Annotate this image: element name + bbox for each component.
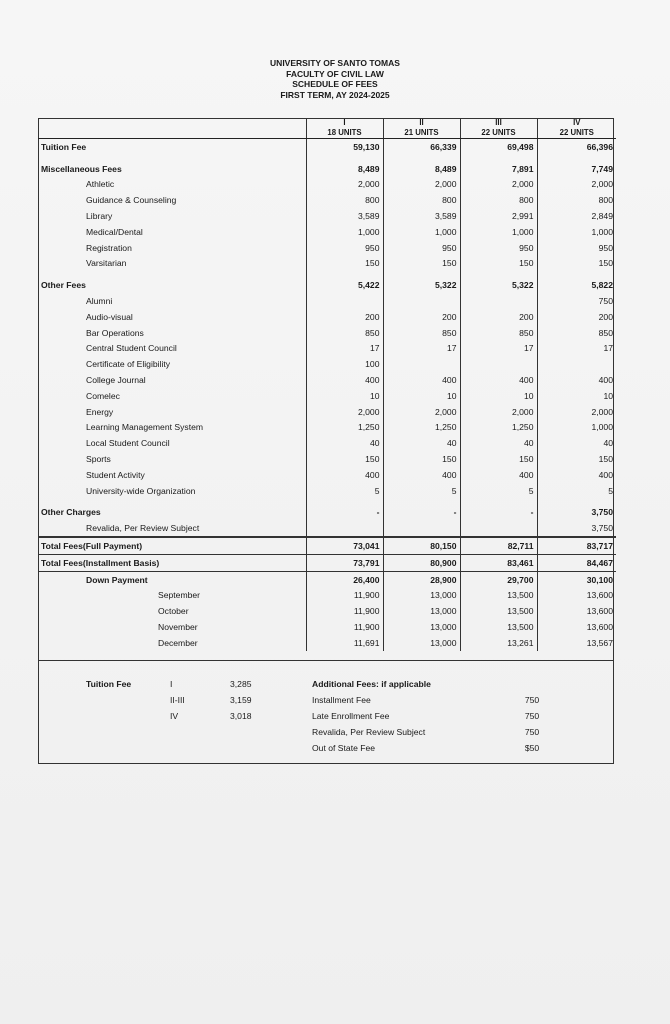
misc-item-row — [38, 224, 616, 240]
other-fee-item-row-label: Local Student Council — [86, 438, 170, 449]
installment-month-row — [38, 635, 616, 651]
installment-month-row-label: October — [158, 606, 189, 617]
installment-month-row-value: 13,567 — [537, 635, 616, 651]
other-fee-item-row-value: 850 — [537, 325, 616, 341]
rate-value: 3,159 — [230, 695, 252, 705]
other-fee-item-row-value — [306, 293, 383, 309]
other-fee-item-row-value: 400 — [383, 467, 460, 483]
other-fee-item-row-value: 400 — [460, 372, 537, 388]
installment-month-row-label: November — [158, 622, 198, 632]
installment-month-row-label: September — [158, 590, 201, 601]
other-charges-row-value: - — [306, 499, 383, 521]
other-fee-item-row-value: 400 — [306, 467, 383, 483]
other-fees-row — [38, 271, 616, 293]
year-level: II-III — [170, 695, 185, 705]
other-fee-item-row-value: 17 — [537, 341, 616, 357]
misc-item-row-value: 800 — [383, 192, 460, 208]
installment-month-row-value: 13,500 — [460, 619, 537, 635]
other-fee-item-row-value: 150 — [383, 451, 460, 467]
total-installment-row-value: 84,467 — [537, 554, 616, 571]
other-fee-item-row-value — [460, 356, 537, 372]
installment-month-row-value: 11,691 — [306, 635, 383, 651]
other-charges-row-value: - — [383, 499, 460, 521]
other-fee-item-row-value: 150 — [537, 451, 616, 467]
other-fee-item-row-value: 5 — [383, 483, 460, 499]
other-charge-item-row-value — [383, 520, 460, 537]
additional-fee-row — [312, 727, 552, 743]
installment-month-row-value: 13,261 — [460, 635, 537, 651]
additional-fee-value: 750 — [524, 727, 540, 737]
column-header-year-2 — [383, 118, 460, 139]
misc-item-row-value: 1,000 — [460, 224, 537, 240]
additional-fee-label: Revalida, Per Review Subject — [312, 727, 426, 737]
installment-month-row-value: 13,600 — [537, 619, 616, 635]
units-label: 22 UNITS — [559, 128, 594, 137]
additional-fee-row — [312, 695, 552, 711]
misc-item-row — [38, 240, 616, 256]
misc-item-row-value: 150 — [306, 256, 383, 272]
other-fee-item-row-value: 5 — [537, 483, 616, 499]
misc-item-row-value: 2,000 — [460, 177, 537, 193]
other-fee-item-row-value: 10 — [537, 388, 616, 404]
additional-fee-label: Out of State Fee — [312, 743, 376, 753]
other-fee-item-row-value: 200 — [383, 309, 460, 325]
units-label: 18 UNITS — [327, 128, 362, 137]
tuition-rate-label: Tuition Fee — [86, 679, 132, 689]
other-fee-item-row-label: Comelec — [86, 390, 120, 401]
installment-month-row — [38, 619, 616, 635]
down-payment-row-label: Down Payment — [38, 571, 306, 587]
rates-section — [38, 660, 614, 765]
misc-item-row-value: 950 — [383, 240, 460, 256]
other-fee-item-row-value: 40 — [383, 435, 460, 451]
other-fee-item-row-value: 17 — [383, 341, 460, 357]
other-fee-item-row-label: Audio-visual — [86, 311, 133, 322]
other-charges-row — [38, 499, 616, 521]
other-fee-item-row-value: 40 — [460, 435, 537, 451]
column-header-row — [38, 118, 616, 139]
other-fee-item-row-value: 1,250 — [306, 420, 383, 436]
other-fee-item-row — [38, 404, 616, 420]
tuition-row — [38, 139, 616, 155]
installment-month-row-label: December — [158, 637, 198, 648]
misc-item-row-label: Guidance & Counseling — [86, 195, 177, 206]
other-fee-item-row-value: 750 — [537, 293, 616, 309]
total-full-row-value: 83,717 — [537, 537, 616, 554]
tuition-row-value: 59,130 — [306, 139, 383, 155]
misc-item-row-value: 1,000 — [383, 224, 460, 240]
misc-item-row-label: Medical/Dental — [86, 226, 143, 237]
total-installment-row-value: 73,791 — [306, 554, 383, 571]
installment-month-row-value: 13,000 — [383, 588, 460, 604]
tuition-row-value: 69,498 — [460, 139, 537, 155]
other-fee-item-row-label: Student Activity — [86, 469, 145, 480]
other-fee-item-row-value: 5 — [460, 483, 537, 499]
other-fee-item-row-label: Bar Operations — [86, 327, 144, 338]
other-charges-row-value: 3,750 — [537, 499, 616, 521]
faculty-name: FACULTY OF CIVIL LAW — [286, 68, 384, 79]
other-charge-item-row-value — [460, 520, 537, 537]
installment-month-row-value: 13,600 — [537, 588, 616, 604]
installment-month-row-value: 13,000 — [383, 635, 460, 651]
other-fee-item-row — [38, 467, 616, 483]
additional-fee-value: 750 — [524, 711, 540, 721]
installment-month-row-value: 13,500 — [460, 603, 537, 619]
other-fee-item-row — [38, 293, 616, 309]
other-fee-item-row — [38, 372, 616, 388]
tuition-rate-row — [86, 695, 290, 711]
additional-fee-label: Late Enrollment Fee — [312, 711, 390, 721]
other-fee-item-row — [38, 341, 616, 357]
installment-month-row-value: 13,000 — [383, 603, 460, 619]
other-fee-item-row-value: 400 — [537, 467, 616, 483]
total-installment-row-label: Total Fees(Installment Basis) — [38, 554, 306, 571]
other-fee-item-row-value: 17 — [306, 341, 383, 357]
misc-item-row-value: 2,000 — [537, 177, 616, 193]
total-installment-row-value: 83,461 — [460, 554, 537, 571]
other-charge-item-row-value — [306, 520, 383, 537]
fee-table — [38, 118, 616, 651]
other-fee-item-row-value — [383, 293, 460, 309]
misc-item-row-value: 2,000 — [306, 177, 383, 193]
additional-fee-row — [312, 743, 552, 759]
misc-item-row-value: 800 — [460, 192, 537, 208]
additional-fees-block — [312, 679, 552, 759]
installment-month-row-value: 11,900 — [306, 619, 383, 635]
total-full-row-label: Total Fees(Full Payment) — [38, 537, 306, 554]
rate-value: 3,018 — [230, 711, 252, 721]
other-fee-item-row-value: 200 — [537, 309, 616, 325]
misc-item-row-value: 1,000 — [537, 224, 616, 240]
misc-item-row-value: 800 — [306, 192, 383, 208]
installment-month-row — [38, 588, 616, 604]
other-fee-item-row-value: 400 — [460, 467, 537, 483]
column-header-blank — [38, 118, 306, 139]
misc-item-row — [38, 208, 616, 224]
total-installment-row-value: 80,900 — [383, 554, 460, 571]
additional-fee-value: 750 — [524, 695, 540, 705]
year-roman: I — [343, 118, 346, 127]
misc-fees-row-value: 7,749 — [537, 155, 616, 177]
installment-month-row-value: 11,900 — [306, 588, 383, 604]
misc-item-row-value: 3,589 — [306, 208, 383, 224]
other-fee-item-row-value: 850 — [460, 325, 537, 341]
other-charges-row-label: Other Charges — [41, 507, 101, 518]
tuition-rate-row — [86, 679, 290, 695]
total-installment-row — [38, 554, 616, 571]
misc-item-row-value: 1,000 — [306, 224, 383, 240]
misc-item-row — [38, 177, 616, 193]
misc-fees-row-label: Miscellaneous Fees — [41, 163, 122, 174]
other-fee-item-row-value: 150 — [460, 451, 537, 467]
document-title: SCHEDULE OF FEES — [292, 79, 378, 89]
additional-fees-title: Additional Fees: if applicable — [312, 679, 431, 689]
year-level: IV — [170, 711, 179, 721]
misc-item-row-value: 2,849 — [537, 208, 616, 224]
other-fee-item-row-label: Central Student Council — [86, 343, 177, 354]
column-header-year-3 — [460, 118, 537, 139]
misc-item-row-value: 2,991 — [460, 208, 537, 224]
down-payment-row-value: 26,400 — [306, 571, 383, 587]
additional-fee-label: Installment Fee — [312, 695, 371, 705]
other-fee-item-row-value: 400 — [537, 372, 616, 388]
other-fee-item-row-value — [383, 356, 460, 372]
other-charge-item-row — [38, 520, 616, 537]
term-label: FIRST TERM, AY 2024-2025 — [280, 89, 390, 100]
other-fee-item-row — [38, 388, 616, 404]
other-charge-item-row-label: Revalida, Per Review Subject — [86, 523, 200, 534]
other-fees-row-value: 5,422 — [306, 271, 383, 293]
misc-item-row-value: 150 — [383, 256, 460, 272]
other-fee-item-row-label: University-wide Organization — [86, 485, 196, 496]
other-fee-item-row-value: 10 — [460, 388, 537, 404]
year-roman: III — [495, 118, 502, 127]
other-fee-item-row-value: 400 — [306, 372, 383, 388]
other-fee-item-row-value — [537, 356, 616, 372]
other-fees-row-value: 5,322 — [460, 271, 537, 293]
other-fee-item-row-value: 40 — [306, 435, 383, 451]
other-fee-item-row — [38, 325, 616, 341]
misc-item-row-value: 150 — [537, 256, 616, 272]
other-fee-item-row-value: 40 — [537, 435, 616, 451]
misc-item-row-label: Library — [86, 211, 113, 222]
other-fee-item-row-value: 200 — [306, 309, 383, 325]
total-full-row-value: 82,711 — [460, 537, 537, 554]
other-fee-item-row-label: Certificate of Eligibility — [86, 359, 171, 370]
total-full-row-value: 80,150 — [383, 537, 460, 554]
additional-fee-row — [312, 711, 552, 727]
document-header — [0, 58, 670, 100]
other-charges-row-value: - — [460, 499, 537, 521]
year-roman: IV — [573, 118, 581, 127]
other-fee-item-row-label: Alumni — [86, 296, 113, 307]
other-fee-item-row-value: 150 — [306, 451, 383, 467]
tuition-rate-row — [86, 711, 290, 727]
misc-item-row-label: Registration — [86, 242, 132, 253]
other-fee-item-row-value: 2,000 — [537, 404, 616, 420]
rate-value: 3,285 — [230, 679, 252, 689]
year-roman: II — [419, 118, 424, 127]
misc-item-row-label: Athletic — [86, 179, 115, 190]
misc-item-row — [38, 256, 616, 272]
other-fee-item-row-value — [460, 293, 537, 309]
installment-month-row — [38, 603, 616, 619]
other-fees-row-value: 5,322 — [383, 271, 460, 293]
other-fee-item-row-value: 1,250 — [460, 420, 537, 436]
other-fee-item-row-value: 5 — [306, 483, 383, 499]
misc-item-row-label: Varsitarian — [86, 258, 127, 269]
tuition-row-value: 66,396 — [537, 139, 616, 155]
misc-fees-row-value: 8,489 — [306, 155, 383, 177]
other-fee-item-row — [38, 483, 616, 499]
other-fee-item-row-value: 10 — [306, 388, 383, 404]
other-fee-item-row-label: Energy — [86, 406, 114, 417]
other-charge-item-row-value: 3,750 — [537, 520, 616, 537]
total-full-row — [38, 537, 616, 554]
misc-item-row-value: 150 — [460, 256, 537, 272]
other-fee-item-row-value: 1,250 — [383, 420, 460, 436]
other-fee-item-row-value: 10 — [383, 388, 460, 404]
other-fees-row-value: 5,822 — [537, 271, 616, 293]
other-fee-item-row — [38, 309, 616, 325]
down-payment-row-value: 29,700 — [460, 571, 537, 587]
misc-item-row-value: 950 — [537, 240, 616, 256]
other-fee-item-row-value: 2,000 — [460, 404, 537, 420]
column-header-year-4 — [537, 118, 616, 139]
other-fee-item-row-label: College Journal — [86, 375, 146, 386]
other-fee-item-row-label: Sports — [86, 454, 111, 465]
misc-fees-row-value: 8,489 — [383, 155, 460, 177]
year-level: I — [170, 679, 173, 689]
misc-item-row-value: 3,589 — [383, 208, 460, 224]
installment-month-row-value: 13,600 — [537, 603, 616, 619]
other-fee-item-row-value: 100 — [306, 356, 383, 372]
misc-fees-row — [38, 155, 616, 177]
other-fee-item-row-value: 2,000 — [383, 404, 460, 420]
installment-month-row-value: 13,000 — [383, 619, 460, 635]
other-fee-item-row-value: 400 — [383, 372, 460, 388]
down-payment-row-value: 28,900 — [383, 571, 460, 587]
total-full-row-value: 73,041 — [306, 537, 383, 554]
other-fee-item-row-value: 200 — [460, 309, 537, 325]
other-fee-item-row — [38, 420, 616, 436]
other-fee-item-row — [38, 356, 616, 372]
misc-fees-row-value: 7,891 — [460, 155, 537, 177]
other-fee-item-row-value: 1,000 — [537, 420, 616, 436]
other-fee-item-row-label: Learning Management System — [86, 422, 204, 433]
additional-fee-value: $50 — [524, 743, 540, 753]
tuition-row-value: 66,339 — [383, 139, 460, 155]
installment-month-row-value: 11,900 — [306, 603, 383, 619]
other-fee-item-row — [38, 435, 616, 451]
misc-item-row-value: 2,000 — [383, 177, 460, 193]
misc-item-row — [38, 192, 616, 208]
other-fee-item-row-value: 17 — [460, 341, 537, 357]
tuition-row-label: Tuition Fee — [41, 141, 87, 152]
misc-item-row-value: 800 — [537, 192, 616, 208]
units-label: 22 UNITS — [481, 128, 516, 137]
misc-item-row-value: 950 — [460, 240, 537, 256]
units-label: 21 UNITS — [404, 128, 439, 137]
column-header-year-1 — [306, 118, 383, 139]
down-payment-row — [38, 571, 616, 587]
university-name: UNIVERSITY OF SANTO TOMAS — [270, 58, 400, 68]
installment-month-row-value: 13,500 — [460, 588, 537, 604]
misc-item-row-value: 950 — [306, 240, 383, 256]
other-fee-item-row-value: 850 — [383, 325, 460, 341]
tuition-rate-block — [86, 679, 290, 727]
other-fee-item-row-value: 850 — [306, 325, 383, 341]
other-fees-row-label: Other Fees — [41, 280, 86, 291]
down-payment-row-value: 30,100 — [537, 571, 616, 587]
other-fee-item-row-value: 2,000 — [306, 404, 383, 420]
other-fee-item-row — [38, 451, 616, 467]
